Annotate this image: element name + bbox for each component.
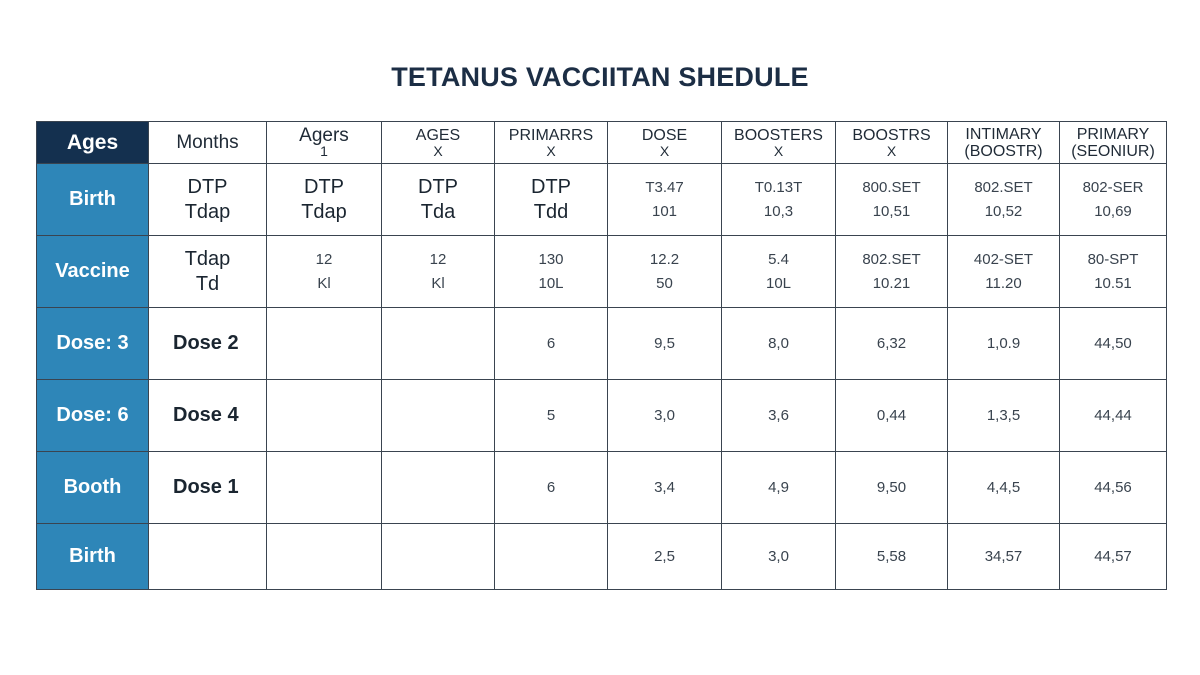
column-header: Months <box>149 122 267 164</box>
table-cell: T0.13T 10,3 <box>722 164 836 236</box>
table-cell: 3,0 <box>722 524 836 590</box>
table-cell: DTP Tda <box>382 164 495 236</box>
row-label: Birth <box>37 164 149 236</box>
table-cell: 130 10L <box>495 236 608 308</box>
table-cell: 9,50 <box>836 452 948 524</box>
table-cell: Tdap Td <box>149 236 267 308</box>
table-cell: 1,0.9 <box>948 308 1060 380</box>
table-cell: 5 <box>495 380 608 452</box>
table-cell: 4,4,5 <box>948 452 1060 524</box>
table-cell <box>495 524 608 590</box>
table-cell <box>267 524 382 590</box>
column-header: BOOSTRS X <box>836 122 948 164</box>
table-row <box>37 236 1167 308</box>
table-cell: DTP Tdd <box>495 164 608 236</box>
row-label: Booth <box>37 452 149 524</box>
row-label: Dose: 3 <box>37 308 149 380</box>
table-cell: 6,32 <box>836 308 948 380</box>
table-cell: 802.SET 10,52 <box>948 164 1060 236</box>
table-cell: 9,5 <box>608 308 722 380</box>
table-cell: T3.47 101 <box>608 164 722 236</box>
table-cell: 44,50 <box>1060 308 1167 380</box>
table-cell <box>382 380 495 452</box>
column-header: DOSE X <box>608 122 722 164</box>
table-cell: 0,44 <box>836 380 948 452</box>
table-cell: 80-SPT 10.51 <box>1060 236 1167 308</box>
table-cell <box>149 524 267 590</box>
table-cell <box>267 308 382 380</box>
table-cell: 5.4 10L <box>722 236 836 308</box>
table-cell: 6 <box>495 308 608 380</box>
page-title: TETANUS VACCIITAN SHEDULE <box>391 62 809 92</box>
table-cell: Dose 2 <box>149 308 267 380</box>
table-cell: 402-SET 11.20 <box>948 236 1060 308</box>
table-cell: 8,0 <box>722 308 836 380</box>
table-cell: 12 Kl <box>382 236 495 308</box>
table-cell: 6 <box>495 452 608 524</box>
table-cell: 34,57 <box>948 524 1060 590</box>
column-header: BOOSTERS X <box>722 122 836 164</box>
column-header: INTIMARY (BOOSTR) <box>948 122 1060 164</box>
header-corner-cell: Ages <box>37 122 149 164</box>
table-cell: DTP Tdap <box>267 164 382 236</box>
table-cell: 802.SET 10.21 <box>836 236 948 308</box>
table-cell: Dose 4 <box>149 380 267 452</box>
table-cell: 44,57 <box>1060 524 1167 590</box>
table-cell: 1,3,5 <box>948 380 1060 452</box>
table-cell <box>267 452 382 524</box>
table-cell: 802-SER 10,69 <box>1060 164 1167 236</box>
table-cell: 3,6 <box>722 380 836 452</box>
table-cell <box>382 452 495 524</box>
table-cell: 2,5 <box>608 524 722 590</box>
column-header: Agers 1 <box>267 122 382 164</box>
table-cell: DTP Tdap <box>149 164 267 236</box>
table-cell: 12 Kl <box>267 236 382 308</box>
table-cell: 3,4 <box>608 452 722 524</box>
column-header: PRIMARRS X <box>495 122 608 164</box>
table-cell: 800.SET 10,51 <box>836 164 948 236</box>
table-cell: 12.2 50 <box>608 236 722 308</box>
table-cell <box>382 524 495 590</box>
table-cell: 4,9 <box>722 452 836 524</box>
row-label: Birth <box>37 524 149 590</box>
column-header: PRIMARY (SEONIUR) <box>1060 122 1167 164</box>
vaccination-schedule-table <box>36 121 1167 590</box>
table-row <box>37 524 1167 590</box>
table-cell: Dose 1 <box>149 452 267 524</box>
table-cell: 5,58 <box>836 524 948 590</box>
table-cell: 44,44 <box>1060 380 1167 452</box>
table-cell <box>267 380 382 452</box>
row-label: Dose: 6 <box>37 380 149 452</box>
table-cell: 44,56 <box>1060 452 1167 524</box>
column-header: AGES X <box>382 122 495 164</box>
row-label: Vaccine <box>37 236 149 308</box>
table-row <box>37 164 1167 236</box>
table-row <box>37 452 1167 524</box>
header-row <box>37 122 1167 164</box>
table-row <box>37 380 1167 452</box>
table-cell: 3,0 <box>608 380 722 452</box>
table-row <box>37 308 1167 380</box>
table-cell <box>382 308 495 380</box>
